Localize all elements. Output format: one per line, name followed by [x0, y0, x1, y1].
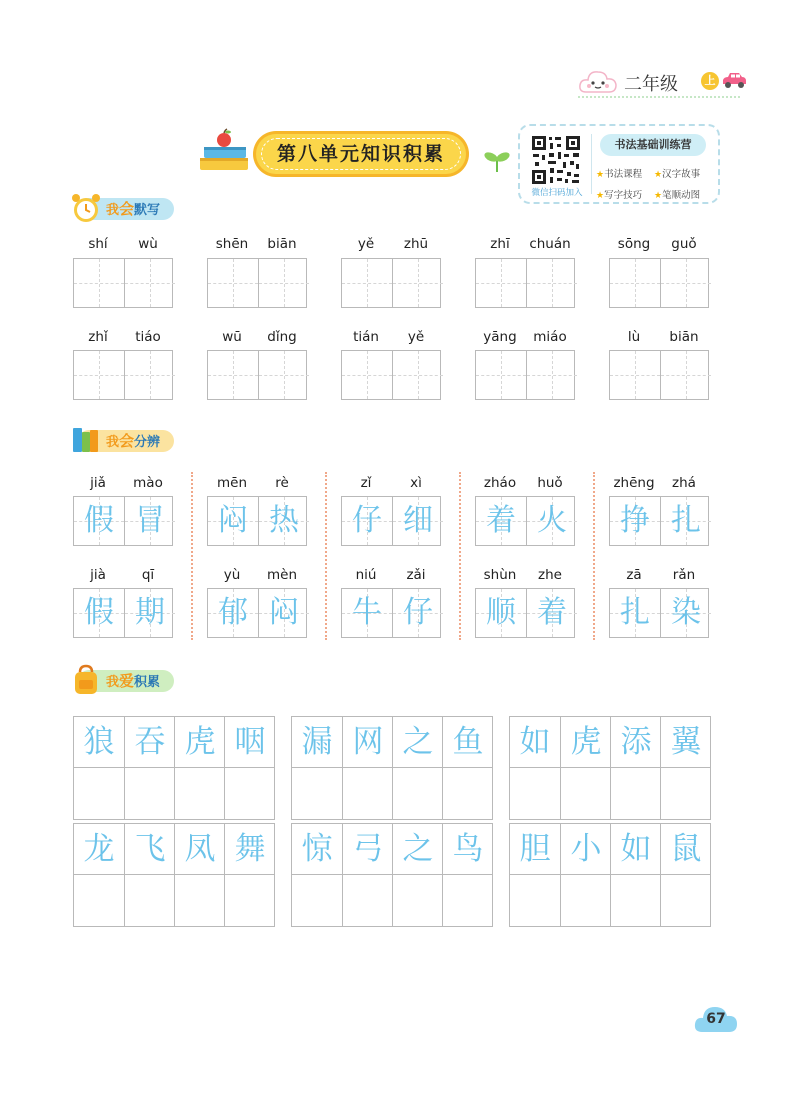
- writing-box[interactable]: [609, 496, 709, 546]
- trace-cell[interactable]: [442, 824, 492, 875]
- trace-character: 仔: [352, 503, 382, 538]
- pinyin: sōng: [617, 236, 651, 252]
- pinyin-pair: [609, 567, 709, 585]
- qr-item[interactable]: ★笔顺动图: [654, 190, 701, 201]
- trace-character: 龙: [83, 831, 115, 867]
- trace-character: 假: [84, 503, 114, 538]
- idiom-grid[interactable]: [73, 823, 275, 927]
- pinyin-pair: [73, 329, 173, 347]
- car-icon: [721, 72, 747, 90]
- writing-cell[interactable]: [392, 768, 442, 819]
- qr-card-title: 书法基础训练营: [600, 134, 706, 156]
- writing-cell[interactable]: [74, 259, 124, 307]
- trace-cell[interactable]: [292, 717, 342, 768]
- writing-box[interactable]: [207, 588, 307, 638]
- pinyin-pair: [341, 236, 441, 254]
- alarm-clock-icon: [70, 192, 102, 224]
- writing-cell[interactable]: [342, 875, 392, 926]
- pinyin-pair: [475, 567, 575, 585]
- writing-box[interactable]: [73, 588, 173, 638]
- writing-cell[interactable]: [610, 351, 660, 399]
- pinyin: xì: [410, 475, 422, 491]
- writing-cell[interactable]: [124, 497, 175, 545]
- writing-cell[interactable]: [610, 259, 660, 307]
- pinyin: shùn: [483, 567, 517, 583]
- writing-cell[interactable]: [392, 589, 443, 637]
- pinyin-pair: [609, 475, 709, 493]
- trace-character: 凤: [184, 831, 216, 867]
- writing-cell[interactable]: [610, 875, 660, 926]
- pinyin-pair: [609, 236, 709, 254]
- trace-character: 如: [620, 831, 652, 867]
- school-bag-icon: [70, 664, 102, 696]
- pinyin: chuán: [529, 236, 571, 252]
- trace-character: 扎: [620, 595, 650, 630]
- idiom-grid[interactable]: [73, 716, 275, 820]
- pinyin: mào: [133, 475, 163, 491]
- writing-cell[interactable]: [660, 497, 711, 545]
- writing-box[interactable]: [207, 496, 307, 546]
- idiom-grid[interactable]: [509, 823, 711, 927]
- group-separator: [593, 472, 595, 640]
- writing-cell[interactable]: [610, 589, 660, 637]
- pinyin: shí: [88, 236, 108, 252]
- writing-cell[interactable]: [442, 875, 492, 926]
- writing-cell[interactable]: [526, 259, 577, 307]
- writing-cell[interactable]: [660, 875, 710, 926]
- idiom-grid[interactable]: [509, 716, 711, 820]
- trace-cell[interactable]: [660, 717, 710, 768]
- trace-character: 如: [519, 724, 551, 760]
- section-distinguish-heading: [70, 428, 200, 454]
- trace-character: 舞: [234, 831, 266, 867]
- trace-character: 热: [269, 503, 299, 538]
- pinyin: yě: [357, 236, 375, 252]
- writing-box[interactable]: [609, 258, 709, 308]
- trace-cell[interactable]: [560, 717, 610, 768]
- section-pill: 我会默写: [78, 198, 174, 220]
- trace-cell[interactable]: [442, 717, 492, 768]
- trace-character: 漏: [301, 724, 333, 760]
- qr-code-icon[interactable]: [530, 134, 582, 186]
- trace-cell[interactable]: [560, 824, 610, 875]
- trace-character: 着: [537, 595, 567, 630]
- writing-box[interactable]: [475, 588, 575, 638]
- writing-cell[interactable]: [342, 351, 392, 399]
- pinyin-pair: [207, 567, 307, 585]
- trace-character: 吞: [134, 724, 166, 760]
- pinyin-pair: [475, 475, 575, 493]
- qr-item[interactable]: ★写字技巧: [596, 190, 643, 201]
- term-badge: 上: [701, 72, 719, 90]
- writing-cell[interactable]: [74, 351, 124, 399]
- pinyin: mèn: [266, 567, 297, 583]
- trace-cell[interactable]: [610, 717, 660, 768]
- trace-character: 染: [671, 595, 701, 630]
- pinyin: lù: [627, 329, 641, 345]
- writing-cell[interactable]: [476, 589, 526, 637]
- trace-character: 冒: [135, 503, 165, 538]
- unit-title-area: [196, 126, 516, 186]
- writing-cell[interactable]: [526, 497, 577, 545]
- writing-cell[interactable]: [660, 259, 711, 307]
- writing-cell[interactable]: [208, 497, 258, 545]
- trace-character: 狼: [83, 724, 115, 760]
- group-separator: [191, 472, 193, 640]
- pinyin: zhī: [490, 236, 510, 252]
- writing-box[interactable]: [609, 588, 709, 638]
- writing-cell[interactable]: [174, 875, 224, 926]
- writing-box[interactable]: [207, 350, 307, 400]
- writing-cell[interactable]: [392, 351, 443, 399]
- trace-character: 牛: [352, 595, 382, 630]
- pinyin: zhǐ: [88, 329, 108, 345]
- trace-character: 胆: [519, 831, 551, 867]
- writing-cell[interactable]: [292, 768, 342, 819]
- writing-cell[interactable]: [510, 875, 560, 926]
- trace-character: 挣: [620, 503, 650, 538]
- writing-cell[interactable]: [476, 497, 526, 545]
- qr-card-items: [596, 162, 714, 204]
- trace-cell[interactable]: [660, 824, 710, 875]
- pinyin: jià: [90, 567, 106, 583]
- section-accumulate-heading: [70, 668, 200, 694]
- trace-cell[interactable]: [224, 717, 274, 768]
- trace-character: 闷: [269, 595, 299, 630]
- writing-cell[interactable]: [124, 351, 175, 399]
- pinyin: zǎi: [406, 567, 426, 583]
- trace-cell[interactable]: [124, 824, 174, 875]
- trace-cell[interactable]: [174, 824, 224, 875]
- writing-box[interactable]: [341, 496, 441, 546]
- writing-cell[interactable]: [74, 768, 124, 819]
- writing-cell[interactable]: [258, 589, 309, 637]
- trace-character: 之: [402, 724, 434, 760]
- trace-character: 顺: [486, 595, 516, 630]
- pinyin-pair: [73, 567, 173, 585]
- trace-cell[interactable]: [292, 824, 342, 875]
- writing-cell[interactable]: [124, 875, 174, 926]
- trace-cell[interactable]: [342, 824, 392, 875]
- pinyin-pair: [73, 475, 173, 493]
- trace-character: 鸟: [452, 831, 484, 867]
- section-pill: 我会分辨: [78, 430, 174, 452]
- unit-title: 第八单元知识积累: [256, 134, 466, 174]
- pinyin-pair: [475, 329, 575, 347]
- writing-cell[interactable]: [258, 351, 309, 399]
- trace-character: 火: [537, 503, 567, 538]
- writing-box[interactable]: [73, 496, 173, 546]
- trace-character: 惊: [301, 831, 333, 867]
- qr-item[interactable]: ★书法课程: [596, 169, 643, 180]
- trace-character: 翼: [670, 724, 702, 760]
- writing-cell[interactable]: [660, 768, 710, 819]
- trace-cell[interactable]: [610, 824, 660, 875]
- pinyin-pair: [341, 329, 441, 347]
- pinyin: zháo: [483, 475, 517, 491]
- pinyin-pair: [207, 475, 307, 493]
- trace-character: 假: [84, 595, 114, 630]
- pinyin: shēn: [215, 236, 249, 252]
- writing-cell[interactable]: [476, 259, 526, 307]
- writing-cell[interactable]: [342, 768, 392, 819]
- pinyin: niú: [355, 567, 377, 583]
- pinyin: yù: [223, 567, 241, 583]
- qr-promo-card[interactable]: [518, 124, 720, 204]
- writing-cell[interactable]: [174, 768, 224, 819]
- pinyin: wū: [222, 329, 242, 345]
- writing-box[interactable]: [73, 258, 173, 308]
- pinyin: rè: [275, 475, 289, 491]
- trace-character: 弓: [352, 831, 384, 867]
- writing-box[interactable]: [475, 258, 575, 308]
- qr-divider: [591, 134, 592, 194]
- writing-box[interactable]: [73, 350, 173, 400]
- writing-cell[interactable]: [660, 351, 711, 399]
- pinyin-pair: [207, 329, 307, 347]
- writing-cell[interactable]: [610, 768, 660, 819]
- trace-cell[interactable]: [74, 717, 124, 768]
- trace-character: 期: [135, 595, 165, 630]
- writing-cell[interactable]: [208, 589, 258, 637]
- writing-cell[interactable]: [224, 768, 274, 819]
- writing-box[interactable]: [475, 350, 575, 400]
- writing-cell[interactable]: [208, 259, 258, 307]
- trace-cell[interactable]: [392, 824, 442, 875]
- pinyin: dǐng: [267, 329, 297, 345]
- pinyin: wù: [138, 236, 158, 252]
- writing-cell[interactable]: [342, 259, 392, 307]
- trace-character: 小: [570, 831, 602, 867]
- pinyin: zhá: [672, 475, 696, 491]
- trace-character: 咽: [234, 724, 266, 760]
- trace-character: 细: [403, 503, 433, 538]
- group-separator: [325, 472, 327, 640]
- writing-cell[interactable]: [392, 497, 443, 545]
- pinyin: yāng: [483, 329, 517, 345]
- pinyin: zǐ: [360, 475, 372, 491]
- writing-box[interactable]: [475, 496, 575, 546]
- writing-cell[interactable]: [258, 259, 309, 307]
- writing-box[interactable]: [609, 350, 709, 400]
- star-icon: ★: [654, 170, 663, 180]
- trace-cell[interactable]: [74, 824, 124, 875]
- writing-cell[interactable]: [74, 589, 124, 637]
- sprout-icon: [482, 148, 512, 172]
- writing-cell[interactable]: [610, 497, 660, 545]
- pinyin: zhēng: [613, 475, 655, 491]
- pinyin-pair: [609, 329, 709, 347]
- writing-cell[interactable]: [224, 875, 274, 926]
- writing-cell[interactable]: [74, 875, 124, 926]
- writing-box[interactable]: [341, 350, 441, 400]
- pinyin: zhū: [403, 236, 429, 252]
- pinyin-pair: [207, 236, 307, 254]
- trace-character: 之: [402, 831, 434, 867]
- trace-character: 扎: [671, 503, 701, 538]
- star-icon: ★: [596, 170, 605, 180]
- pinyin-pair: [341, 475, 441, 493]
- pinyin-pair: [73, 236, 173, 254]
- writing-cell[interactable]: [392, 875, 442, 926]
- pinyin: qī: [141, 567, 155, 583]
- pinyin: biān: [267, 236, 297, 252]
- pinyin: rǎn: [672, 567, 696, 583]
- section-dictation-heading: [70, 196, 200, 222]
- writing-cell[interactable]: [258, 497, 309, 545]
- writing-box[interactable]: [341, 258, 441, 308]
- writing-cell[interactable]: [476, 351, 526, 399]
- qr-item[interactable]: ★汉字故事: [654, 169, 701, 180]
- pinyin-pair: [475, 236, 575, 254]
- pinyin: jiǎ: [90, 475, 106, 491]
- trace-cell[interactable]: [510, 717, 560, 768]
- grade-label: 二年级: [624, 74, 678, 95]
- books-apple-icon: [196, 128, 254, 174]
- writing-cell[interactable]: [560, 768, 610, 819]
- writing-box[interactable]: [341, 588, 441, 638]
- trace-character: 虎: [184, 724, 216, 760]
- writing-cell[interactable]: [124, 589, 175, 637]
- section-pill: 我爱积累: [78, 670, 174, 692]
- writing-cell[interactable]: [124, 768, 174, 819]
- writing-cell[interactable]: [560, 875, 610, 926]
- star-icon: ★: [596, 191, 605, 201]
- pinyin: biān: [669, 329, 699, 345]
- trace-cell[interactable]: [224, 824, 274, 875]
- pinyin: guǒ: [671, 236, 697, 252]
- trace-cell[interactable]: [510, 824, 560, 875]
- trace-character: 鼠: [670, 831, 702, 867]
- header-divider: [578, 96, 740, 98]
- page-number: 67: [694, 1002, 738, 1036]
- writing-cell[interactable]: [74, 497, 124, 545]
- pinyin: mēn: [216, 475, 247, 491]
- trace-cell[interactable]: [392, 717, 442, 768]
- star-icon: ★: [654, 191, 663, 201]
- writing-cell[interactable]: [526, 351, 577, 399]
- writing-cell[interactable]: [208, 351, 258, 399]
- trace-cell[interactable]: [174, 717, 224, 768]
- writing-cell[interactable]: [526, 589, 577, 637]
- pinyin: tiáo: [135, 329, 161, 345]
- writing-cell[interactable]: [124, 259, 175, 307]
- pinyin: zhe: [538, 567, 562, 583]
- writing-cell[interactable]: [342, 497, 392, 545]
- trace-cell[interactable]: [124, 717, 174, 768]
- trace-cell[interactable]: [342, 717, 392, 768]
- pinyin: zā: [626, 567, 642, 583]
- writing-cell[interactable]: [392, 259, 443, 307]
- idiom-grid[interactable]: [291, 823, 493, 927]
- books-icon: [70, 424, 102, 456]
- pinyin: tián: [353, 329, 379, 345]
- cloud-face-icon: [578, 68, 618, 94]
- writing-cell[interactable]: [510, 768, 560, 819]
- qr-caption: 微信扫码加入: [531, 188, 583, 198]
- writing-cell[interactable]: [442, 768, 492, 819]
- trace-character: 飞: [134, 831, 166, 867]
- writing-cell[interactable]: [660, 589, 711, 637]
- idiom-grid[interactable]: [291, 716, 493, 820]
- pinyin: huǒ: [537, 475, 563, 491]
- pinyin-pair: [341, 567, 441, 585]
- trace-character: 仔: [403, 595, 433, 630]
- pinyin: miáo: [533, 329, 567, 345]
- grade-header: [578, 66, 740, 98]
- trace-character: 闷: [218, 503, 248, 538]
- trace-character: 添: [620, 724, 652, 760]
- trace-character: 着: [486, 503, 516, 538]
- trace-character: 鱼: [452, 724, 484, 760]
- trace-character: 网: [352, 724, 384, 760]
- pinyin: yě: [407, 329, 425, 345]
- group-separator: [459, 472, 461, 640]
- trace-character: 郁: [218, 595, 248, 630]
- writing-box[interactable]: [207, 258, 307, 308]
- trace-character: 虎: [570, 724, 602, 760]
- writing-cell[interactable]: [342, 589, 392, 637]
- writing-cell[interactable]: [292, 875, 342, 926]
